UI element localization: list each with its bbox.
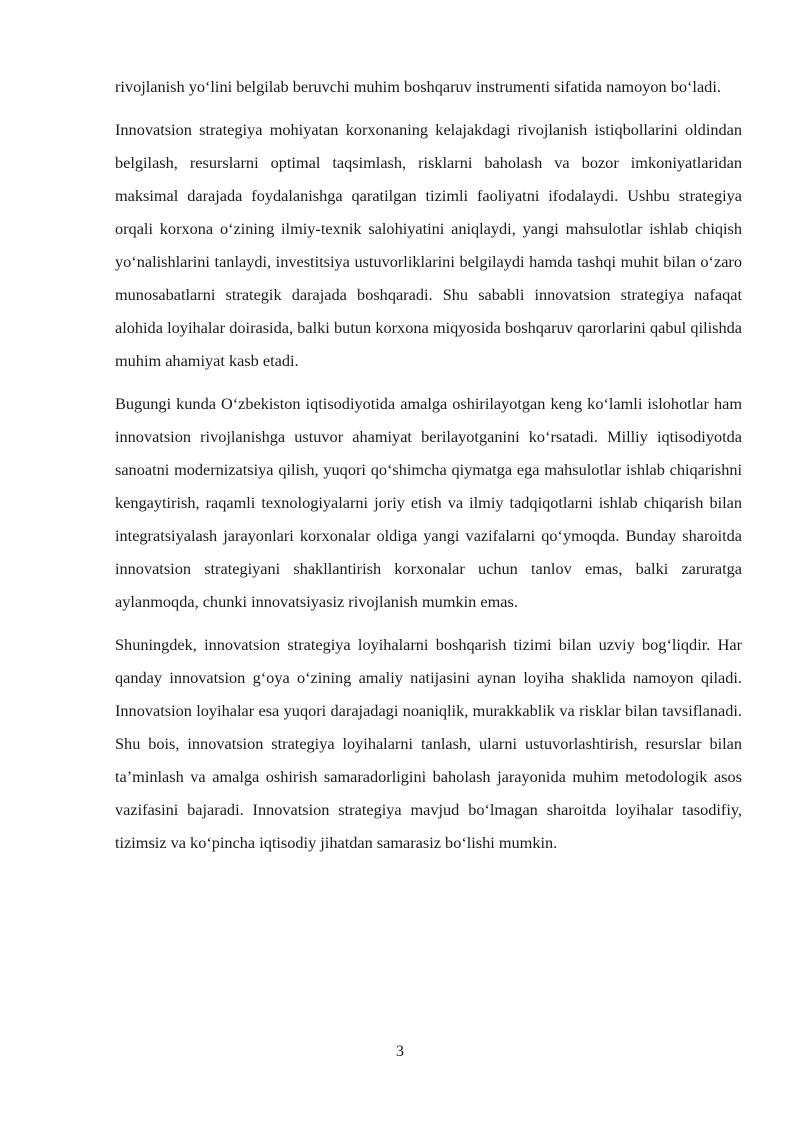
page-number: 3 — [395, 1041, 405, 1060]
body-text — [115, 70, 742, 869]
paragraph-continuation: rivojlanish yo‘lini belgilab beruvchi muhim boshqaruv instrumenti sifatida namoyon bo‘ladi. — [115, 77, 721, 96]
paragraph-uzbekistan-reforms: Bugungi kunda O‘zbekiston iqtisodiyotida amalga oshirilayotgan keng ko‘lamli islohotlar ham innovatsion rivojlanishga ustuvor ahamiyat berilayotganini ko‘rsatadi. Milliy iqtisodiyotda sanoatni modernizatsiya qilish, yuqori qo‘shimcha qiymatga ega mahsulotlar ishlab chiqarishni kengaytirish, raqamli texnologiyalarni joriy etish va ilmiy tadqiqotlarni ishlab chiqarish bilan integratsiyalash jarayonlari korxonalar oldiga yangi vazifalarni qo‘ymoqda. Bunday sharoitda innovatsion strategiyani shakllantirish korxonalar uchun tanlov emas, balki zaruratga aylanmoqda, chunki innovatsiyasiz rivojlanish mumkin emas. — [115, 394, 742, 611]
paragraph-innovation-strategy-essence: Innovatsion strategiya mohiyatan korxonaning kelajakdagi rivojlanish istiqbollarini oldindan belgilash, resurslarni optimal taqsimlash, risklarni baholash va bozor imkoniyatlaridan maksimal darajada foydalanishga qaratilgan tizimli faoliyatni ifodalaydi. Ushbu strategiya orqali korxona o‘zining ilmiy-texnik salohiyatini aniqlaydi, yangi mahsulotlar ishlab chiqish yo‘nalishlarini tanlaydi, investitsiya ustuvorliklarini belgilaydi hamda tashqi muhit bilan o‘zaro munosabatlarni strategik darajada boshqaradi. Shu sababli innovatsion strategiya nafaqat alohida loyihalar doirasida, balki butun korxona miqyosida boshqaruv qarorlarini qabul qilishda muhim ahamiyat kasb etadi. — [115, 120, 742, 370]
paragraph-project-management: Shuningdek, innovatsion strategiya loyihalarni boshqarish tizimi bilan uzviy bog‘liqdir. Har qanday innovatsion g‘oya o‘zining amaliy natijasini aynan loyiha shaklida namoyon qiladi. Innovatsion loyihalar esa yuqori darajadagi noaniqlik, murakkablik va risklar bilan tavsiflanadi. Shu bois, innovatsion strategiya loyihalarni tanlash, ularni ustuvorlashtirish, resurslar bilan ta’minlash va amalga oshirish samaradorligini baholash jarayonida muhim metodologik asos vazifasini bajaradi. Innovatsion strategiya mavjud bo‘lmagan sharoitda loyihalar tasodifiy, tizimsiz va ko‘pincha iqtisodiy jihatdan samarasiz bo‘lishi mumkin. — [115, 635, 742, 852]
